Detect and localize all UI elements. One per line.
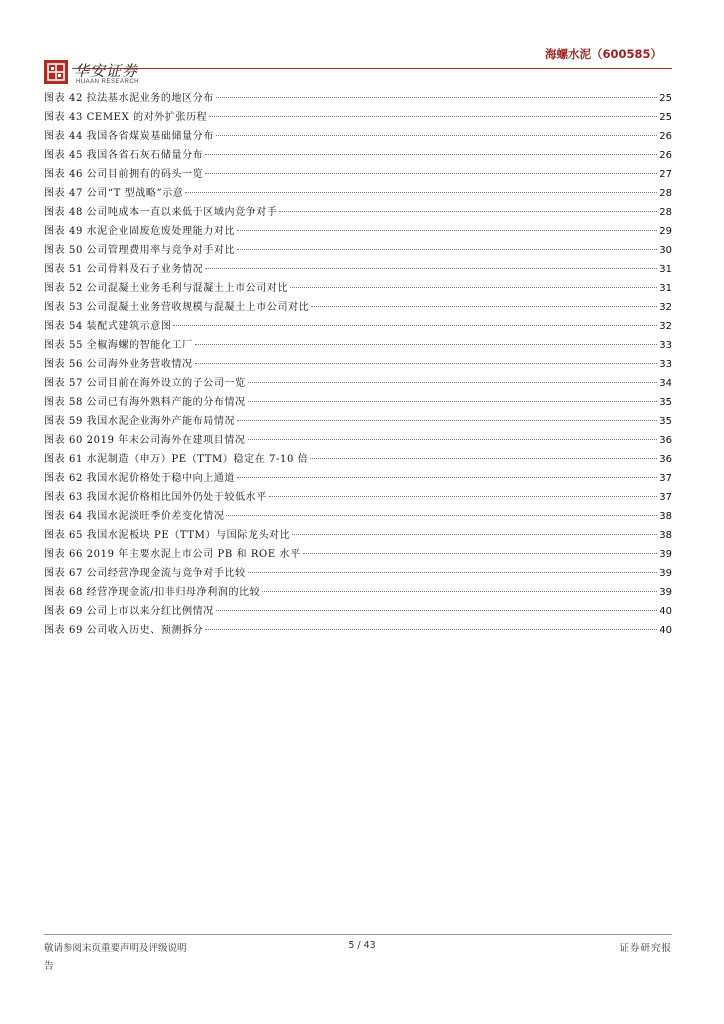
toc-entry-page: 27: [659, 169, 672, 180]
toc-dot-leader: [237, 420, 657, 421]
toc-entry-page: 28: [659, 207, 672, 218]
toc-entry-page: 32: [659, 302, 672, 313]
toc-entry-title: 图表 63 我国水泥价格相比国外仍处于较低水平: [44, 492, 267, 503]
toc-dot-leader: [248, 401, 658, 402]
toc-entry-page: 39: [659, 587, 672, 598]
toc-entry-page: 39: [659, 549, 672, 560]
toc-entry[interactable]: [44, 602, 672, 621]
toc-dot-leader: [205, 268, 657, 269]
toc-entry[interactable]: [44, 431, 672, 450]
toc-dot-leader: [216, 135, 657, 136]
toc-entry[interactable]: [44, 583, 672, 602]
toc-dot-leader: [311, 306, 657, 307]
toc-entry[interactable]: [44, 279, 672, 298]
toc-entry[interactable]: [44, 507, 672, 526]
toc-entry[interactable]: [44, 165, 672, 184]
toc-entry-page: 31: [659, 283, 672, 294]
toc-entry-title: 图表 62 我国水泥价格处于稳中向上通道: [44, 473, 236, 484]
toc-entry-page: 37: [659, 492, 672, 503]
toc-dot-leader: [279, 211, 657, 212]
toc-entry-title: 图表 61 水泥制造（申万）PE（TTM）稳定在 7-10 倍: [44, 454, 309, 465]
toc-entry-title: 图表 69 公司收入历史、预测拆分: [44, 625, 204, 636]
toc-entry-page: 32: [659, 321, 672, 332]
toc-dot-leader: [195, 344, 658, 345]
toc-dot-leader: [216, 610, 657, 611]
toc-entry-title: 图表 55 全椒海螺的智能化工厂: [44, 340, 193, 351]
toc-entry[interactable]: [44, 146, 672, 165]
header-divider: [72, 68, 672, 69]
toc-entry-title: 图表 50 公司管理费用率与竞争对手对比: [44, 245, 236, 256]
toc-entry[interactable]: [44, 203, 672, 222]
toc-entry-page: 29: [659, 226, 672, 237]
toc-entry-title: 图表 67 公司经营净现金流与竞争对手比较: [44, 568, 246, 579]
toc-entry[interactable]: [44, 184, 672, 203]
toc-dot-leader: [237, 249, 657, 250]
toc-entry-title: 图表 47 公司“T 型战略”示意: [44, 188, 184, 199]
toc-entry[interactable]: [44, 317, 672, 336]
figure-index-list: [44, 89, 672, 640]
toc-entry[interactable]: [44, 488, 672, 507]
logo-chinese-text: 华安证券: [74, 62, 139, 80]
toc-entry-title: 图表 57 公司目前在海外设立的子公司一览: [44, 378, 246, 389]
toc-entry[interactable]: [44, 469, 672, 488]
toc-entry-title: 图表 56 公司海外业务营收情况: [44, 359, 193, 370]
company-logo-icon: [44, 60, 68, 84]
page-header: [44, 44, 672, 86]
toc-entry-title: 图表 49 水泥企业固废危废处理能力对比: [44, 226, 236, 237]
toc-entry-page: 38: [659, 511, 672, 522]
toc-entry-page: 34: [659, 378, 672, 389]
toc-entry-title: 图表 60 2019 年末公司海外在建项目情况: [44, 435, 246, 446]
toc-entry-title: 图表 65 我国水泥板块 PE（TTM）与国际龙头对比: [44, 530, 291, 541]
toc-entry-title: 图表 43 CEMEX 的对外扩张历程: [44, 112, 208, 123]
toc-dot-leader: [205, 173, 657, 174]
toc-entry-title: 图表 69 公司上市以来分红比例情况: [44, 606, 214, 617]
toc-entry-page: 25: [659, 93, 672, 104]
toc-dot-leader: [292, 534, 657, 535]
toc-entry-title: 图表 42 拉法基水泥业务的地区分布: [44, 93, 214, 104]
toc-dot-leader: [195, 363, 658, 364]
toc-entry-page: 26: [659, 131, 672, 142]
toc-entry-page: 40: [659, 606, 672, 617]
toc-entry[interactable]: [44, 545, 672, 564]
toc-entry[interactable]: [44, 526, 672, 545]
toc-dot-leader: [269, 496, 657, 497]
toc-entry-page: 40: [659, 625, 672, 636]
toc-entry-title: 图表 52 公司混凝土业务毛利与混凝土上市公司对比: [44, 283, 289, 294]
footer-disclaimer-line: 敬请参阅末页重要声明及评级说明: [44, 943, 187, 954]
toc-entry-title: 图表 45 我国各省石灰石储量分布: [44, 150, 204, 161]
toc-dot-leader: [237, 230, 657, 231]
toc-dot-leader: [237, 477, 657, 478]
footer-divider: [44, 934, 672, 935]
toc-dot-leader: [205, 154, 657, 155]
toc-dot-leader: [248, 439, 658, 440]
toc-entry[interactable]: [44, 336, 672, 355]
toc-entry[interactable]: [44, 450, 672, 469]
toc-dot-leader: [209, 116, 657, 117]
toc-entry-page: 36: [659, 454, 672, 465]
toc-entry[interactable]: [44, 241, 672, 260]
toc-entry-page: 30: [659, 245, 672, 256]
toc-entry[interactable]: [44, 222, 672, 241]
toc-entry-title: 图表 53 公司混凝土业务营收规模与混凝土上市公司对比: [44, 302, 310, 313]
toc-entry[interactable]: [44, 393, 672, 412]
toc-entry[interactable]: [44, 412, 672, 431]
toc-entry-title: 图表 64 我国水泥淡旺季价差变化情况: [44, 511, 225, 522]
toc-entry[interactable]: [44, 355, 672, 374]
toc-entry-page: 39: [659, 568, 672, 579]
toc-entry[interactable]: [44, 621, 672, 640]
toc-dot-leader: [226, 515, 657, 516]
toc-dot-leader: [185, 192, 657, 193]
toc-dot-leader: [303, 553, 658, 554]
toc-dot-leader: [310, 458, 657, 459]
footer-disclaimer-tail: 告: [44, 961, 54, 972]
toc-entry-page: 38: [659, 530, 672, 541]
toc-entry-page: 36: [659, 435, 672, 446]
document-type-label: 证券研究报: [619, 943, 672, 954]
toc-entry-title: 图表 48 公司吨成本一直以来低于区域内竞争对手: [44, 207, 278, 218]
toc-dot-leader: [262, 591, 657, 592]
toc-entry-page: 28: [659, 188, 672, 199]
toc-entry-title: 图表 66 2019 年主要水泥上市公司 PB 和 ROE 水平: [44, 549, 301, 560]
toc-entry[interactable]: [44, 298, 672, 317]
toc-dot-leader: [290, 287, 657, 288]
toc-entry-page: 33: [659, 359, 672, 370]
toc-entry-title: 图表 58 公司已有海外熟料产能的分布情况: [44, 397, 246, 408]
toc-entry-title: 图表 51 公司骨料及石子业务情况: [44, 264, 204, 275]
toc-entry-page: 35: [659, 416, 672, 427]
page-number: 5 / 43: [348, 940, 376, 951]
toc-entry[interactable]: [44, 89, 672, 108]
toc-entry-title: 图表 68 经营净现金流/扣非归母净利润的比较: [44, 587, 261, 598]
toc-entry-title: 图表 59 我国水泥企业海外产能布局情况: [44, 416, 236, 427]
toc-dot-leader: [248, 382, 658, 383]
toc-entry[interactable]: [44, 108, 672, 127]
toc-entry[interactable]: [44, 127, 672, 146]
toc-dot-leader: [205, 629, 657, 630]
toc-entry[interactable]: [44, 260, 672, 279]
toc-entry[interactable]: [44, 564, 672, 583]
toc-entry-page: 33: [659, 340, 672, 351]
toc-entry-page: 26: [659, 150, 672, 161]
toc-entry-page: 31: [659, 264, 672, 275]
toc-entry-title: 图表 44 我国各省煤炭基础储量分布: [44, 131, 214, 142]
logo-english-text: HUAAN RESEARCH: [76, 79, 140, 85]
toc-entry-page: 35: [659, 397, 672, 408]
toc-dot-leader: [248, 572, 658, 573]
toc-entry[interactable]: [44, 374, 672, 393]
company-ticker-title: 海螺水泥（600585）: [544, 47, 662, 61]
toc-dot-leader: [173, 325, 657, 326]
toc-dot-leader: [216, 97, 657, 98]
toc-entry-page: 37: [659, 473, 672, 484]
toc-entry-title: 图表 46 公司目前拥有的码头一览: [44, 169, 204, 180]
toc-entry-title: 图表 54 装配式建筑示意图: [44, 321, 172, 332]
toc-entry-page: 25: [659, 112, 672, 123]
